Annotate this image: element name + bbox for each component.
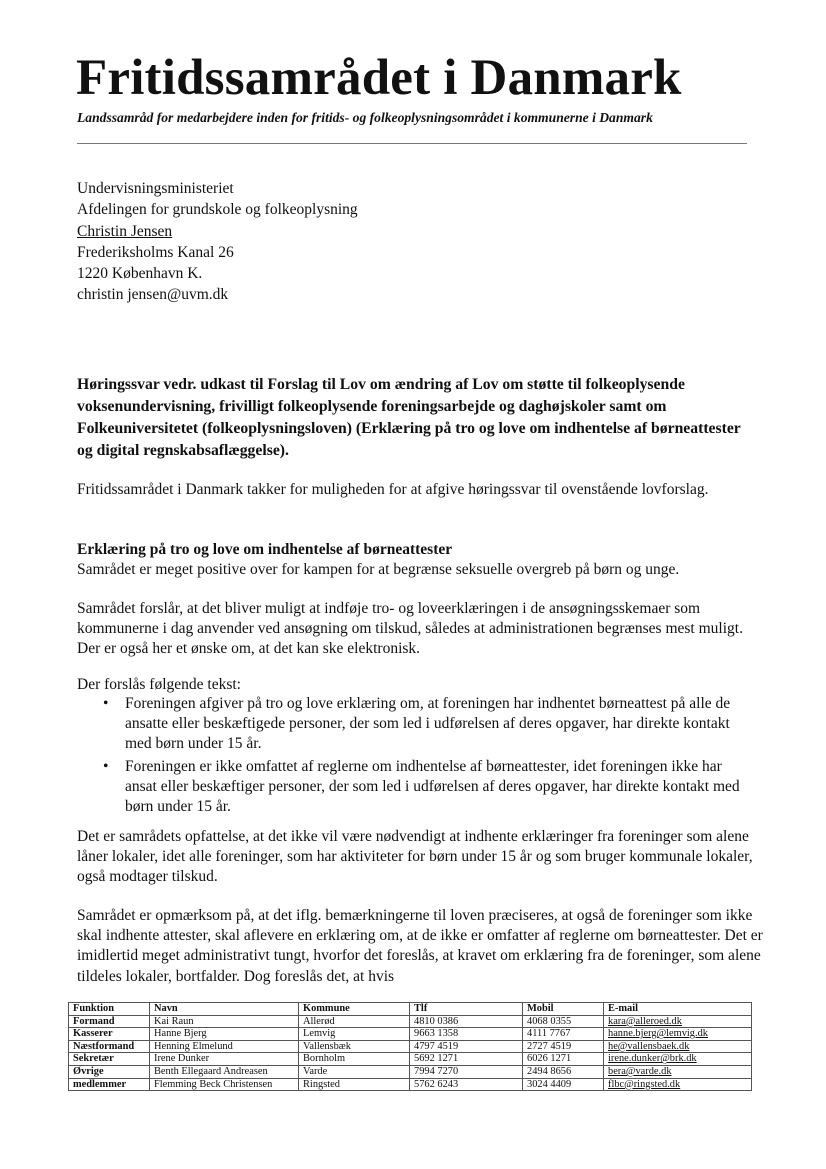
board-contacts-table xyxy=(68,1002,752,1091)
col-header-municipality: Kommune xyxy=(299,1003,410,1016)
cell-phone: 5762 6243 xyxy=(410,1078,523,1091)
cell-email[interactable]: flbc@ringsted.dk xyxy=(604,1078,752,1091)
letterhead-subtitle: Landssamråd for medarbejdere inden for fritids- og folkeoplysningsområdet i kommunerne i Danmark xyxy=(77,110,653,125)
bullet-icon: • xyxy=(103,695,109,712)
recipient-email: christin jensen@uvm.dk xyxy=(77,286,229,304)
table-row xyxy=(69,1065,752,1078)
cell-mobile: 6026 1271 xyxy=(523,1053,604,1066)
cell-name: Kai Raun xyxy=(150,1015,299,1028)
cell-municipality: Lemvig xyxy=(299,1028,410,1041)
paragraph-4: Samrådet er opmærksom på, at det iflg. bemærkningerne til loven præciseres, at også de foreninger som ikke skal indhente attester, skal aflevere en erklæring om, at de ikke er omfatter af reglerne om børneattester. Det er imidlertid meget administrativt tungt, hvorfor det foreslås, at kravet om erklæring fra de foreninger, som alene tildeles lokaler, bortfalder. Dog foreslås det, at hvis xyxy=(77,907,763,985)
list-item-text: Foreningen afgiver på tro og love erklæring om, at foreningen har indhentet børneattest på alle de ansatte eller beskæftigede personer, der som led i udførelsen af deres opgaver, har direkte kontakt med børn under 15 år. xyxy=(125,695,731,753)
list-item-text: Foreningen er ikke omfattet af reglerne om indhentelse af børneattester, idet foreningen ikke har ansat eller beskæftiger personer, der som led i udførelsen af deres opgaver, har direkte kontakt med børn under 15 år. xyxy=(125,757,740,816)
cell-email[interactable]: bera@varde.dk xyxy=(604,1065,752,1078)
cell-mobile: 2727 4519 xyxy=(523,1040,604,1053)
recipient-name: Christin Jensen xyxy=(77,222,173,240)
recipient-address xyxy=(77,178,358,306)
cell-municipality: Allerød xyxy=(299,1015,410,1028)
cell-municipality: Vallensbæk xyxy=(299,1040,410,1053)
cell-function: Sekretær xyxy=(69,1053,150,1066)
table-header-row xyxy=(69,1003,752,1016)
cell-email[interactable]: kara@alleroed.dk xyxy=(604,1015,752,1028)
cell-email[interactable]: irene.dunker@brk.dk xyxy=(604,1053,752,1066)
cell-name: Henning Elmelund xyxy=(150,1040,299,1053)
paragraph-3: Det er samrådets opfattelse, at det ikke vil være nødvendigt at indhente erklæringer fra foreninger som alene låner lokaler, idet alle foreninger, som har aktiviteter for børn under 15 år og som bruger kommunale lokaler, også modtager tilskud. xyxy=(77,828,753,886)
proposed-text-list xyxy=(77,694,757,819)
cell-municipality: Ringsted xyxy=(299,1078,410,1091)
col-header-email: E-mail xyxy=(604,1003,752,1016)
section-text: Samrådet er meget positive over for kampen for at begrænse seksuelle overgreb på børn og unge. xyxy=(77,561,680,579)
cell-phone: 5692 1271 xyxy=(410,1053,523,1066)
cell-phone: 9663 1358 xyxy=(410,1028,523,1041)
bullet-icon: • xyxy=(103,757,109,775)
table-row xyxy=(69,1040,752,1053)
cell-phone: 7994 7270 xyxy=(410,1065,523,1078)
section-block xyxy=(77,540,767,580)
cell-mobile: 4111 7767 xyxy=(523,1028,604,1041)
cell-mobile: 4068 0355 xyxy=(523,1015,604,1028)
paragraph-1: Samrådet forslår, at det bliver muligt at indføje tro- og loveerklæringen i de ansøgningsskemaer som kommunerne i dag anvender ved ansøgning om tilskud, således at administrationen begrænses mest muligt. Der er også her et ønske om, at det kan ske elektronisk. xyxy=(77,600,743,658)
recipient-street: Frederiksholms Kanal 26 xyxy=(77,243,234,261)
letterhead-title: Fritidssamrådet i Danmark xyxy=(76,50,682,106)
cell-name: Benth Ellegaard Andreasen xyxy=(150,1065,299,1078)
cell-function: Næstformand xyxy=(69,1040,150,1053)
cell-email[interactable]: hanne.bjerg@lemvig.dk xyxy=(604,1028,752,1041)
subject-heading: Høringssvar vedr. udkast til Forslag til Lov om ændring af Lov om støtte til folkeoplysende voksenundervisning, frivilligt folkeoplysende foreningsarbejde og daghøjskoler samt om Folkeuniversitetet (folkeoplysningsloven) (Erklæring på tro og love om indhentelse af børneattester og digital regnskabsaflæggelse). xyxy=(77,376,741,459)
cell-mobile: 3024 4409 xyxy=(523,1078,604,1091)
col-header-phone: Tlf xyxy=(410,1003,523,1016)
header-divider xyxy=(77,143,747,144)
bullets-lead: Der forslås følgende tekst: xyxy=(77,676,241,693)
recipient-ministry: Undervisningsministeriet xyxy=(77,180,234,197)
recipient-city: 1220 København K. xyxy=(77,265,203,283)
cell-phone: 4797 4519 xyxy=(410,1040,523,1053)
cell-function: Formand xyxy=(69,1015,150,1028)
cell-municipality: Varde xyxy=(299,1065,410,1078)
cell-phone: 4810 0386 xyxy=(410,1015,523,1028)
cell-function: medlemmer xyxy=(69,1078,150,1091)
col-header-mobile: Mobil xyxy=(523,1003,604,1016)
list-item xyxy=(77,694,757,755)
cell-mobile: 2494 8656 xyxy=(523,1065,604,1078)
cell-name: Flemming Beck Christensen xyxy=(150,1078,299,1091)
list-item xyxy=(77,757,757,818)
table-row xyxy=(69,1028,752,1041)
table-row xyxy=(69,1078,752,1091)
intro-paragraph: Fritidssamrådet i Danmark takker for muligheden for at afgive høringssvar til ovenstående lovforslag. xyxy=(77,481,709,498)
section-title: Erklæring på tro og love om indhentelse af børneattester xyxy=(77,541,453,558)
cell-email[interactable]: he@vallensbaek.dk xyxy=(604,1040,752,1053)
table-row xyxy=(69,1053,752,1066)
cell-name: Irene Dunker xyxy=(150,1053,299,1066)
cell-municipality: Bornholm xyxy=(299,1053,410,1066)
col-header-name: Navn xyxy=(150,1003,299,1016)
col-header-function: Funktion xyxy=(69,1003,150,1016)
cell-name: Hanne Bjerg xyxy=(150,1028,299,1041)
recipient-department: Afdelingen for grundskole og folkeoplysning xyxy=(77,201,358,219)
cell-function: Øvrige xyxy=(69,1065,150,1078)
table-row xyxy=(69,1015,752,1028)
cell-function: Kasserer xyxy=(69,1028,150,1041)
